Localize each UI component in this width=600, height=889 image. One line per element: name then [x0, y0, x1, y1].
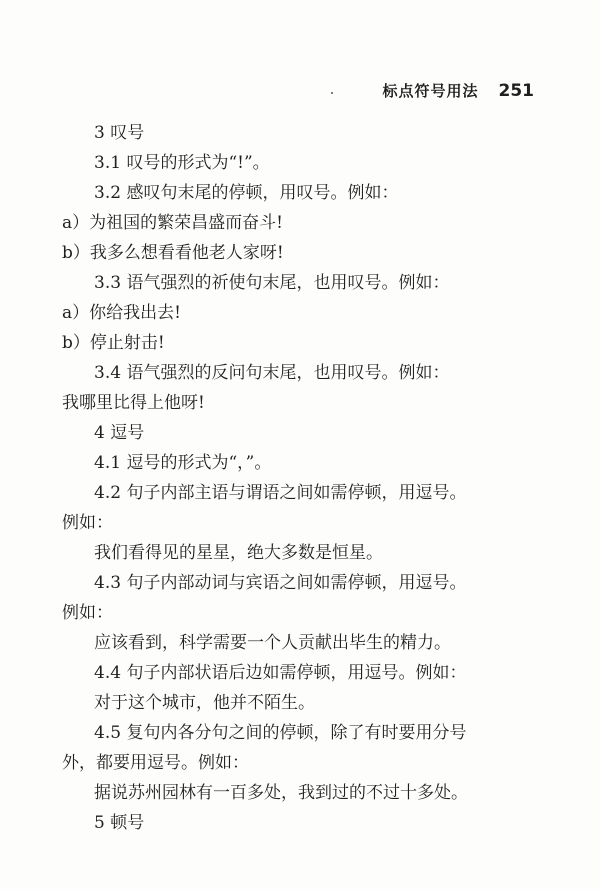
- example-line: b）我多么想看看他老人家呀!: [62, 243, 284, 263]
- rule-item: 4.3 句子内部动词与宾语之间如需停顿，用逗号。: [94, 573, 467, 593]
- section-heading: 4 逗号: [94, 423, 145, 443]
- section-heading: 3 叹号: [94, 123, 145, 143]
- rule-item: 4.1 逗号的形式为“，”。: [94, 453, 272, 473]
- body-text: [62, 118, 542, 838]
- example-line: 我哪里比得上他呀!: [62, 393, 205, 413]
- rule-continuation: 例如：: [62, 513, 113, 533]
- section-heading: 5 顿号: [94, 813, 145, 833]
- rule-item: 3.2 感叹句末尾的停顿，用叹号。例如：: [94, 183, 399, 203]
- rule-item: 4.5 复句内各分句之间的停顿，除了有时要用分号: [94, 723, 467, 743]
- example-line: 据说苏州园林有一百多处，我到过的不过十多处。: [94, 783, 468, 803]
- page-number: 251: [498, 81, 534, 101]
- rule-continuation: 外，都要用逗号。例如：: [62, 753, 249, 773]
- rule-item: 3.3 语气强烈的祈使句末尾，也用叹号。例如：: [94, 273, 450, 293]
- section-title: 标点符号用法: [382, 82, 479, 100]
- rule-item: 4.4 句子内部状语后边如需停顿，用逗号。例如：: [94, 663, 467, 683]
- example-line: b）停止射击!: [62, 333, 165, 353]
- decorative-dot: [331, 92, 333, 94]
- example-line: a）你给我出去!: [62, 303, 181, 323]
- running-header: [382, 80, 534, 101]
- rule-item: 3.1 叹号的形式为“!”。: [94, 153, 270, 173]
- rule-continuation: 例如：: [62, 603, 113, 623]
- rule-item: 4.2 句子内部主语与谓语之间如需停顿，用逗号。: [94, 483, 467, 503]
- example-line: a）为祖国的繁荣昌盛而奋斗!: [62, 213, 283, 233]
- example-line: 对于这个城市，他并不陌生。: [94, 693, 315, 713]
- example-line: 我们看得见的星星，绝大多数是恒星。: [94, 543, 383, 563]
- rule-item: 3.4 语气强烈的反问句末尾，也用叹号。例如：: [94, 363, 450, 383]
- example-line: 应该看到，科学需要一个人贡献出毕生的精力。: [94, 633, 451, 653]
